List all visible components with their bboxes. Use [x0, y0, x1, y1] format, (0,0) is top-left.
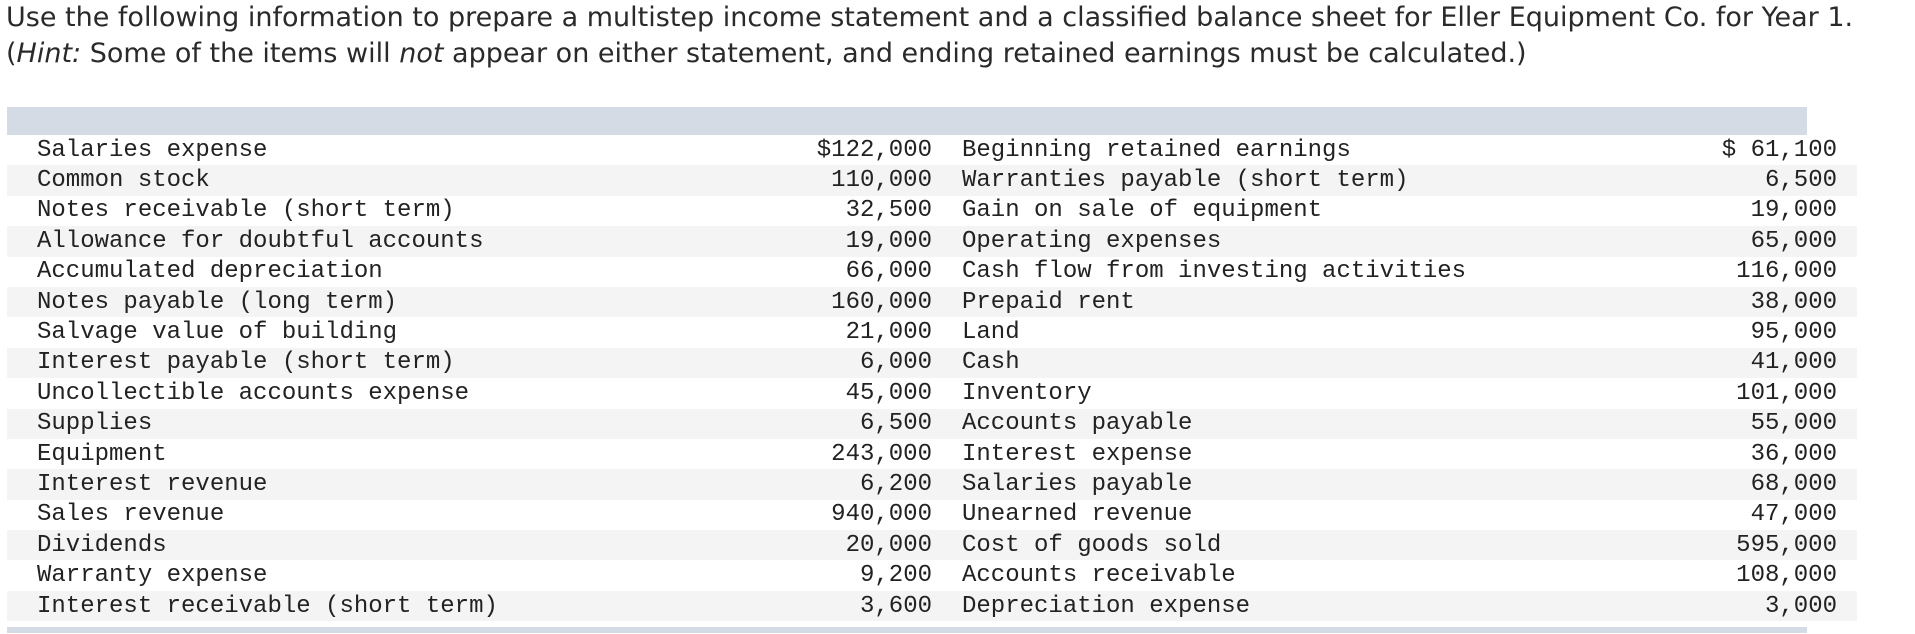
account-label: Salvage value of building [7, 317, 812, 347]
table-row [7, 530, 1857, 560]
account-amount: 66,000 [812, 257, 932, 287]
account-label: Land [932, 317, 1712, 347]
account-amount: 45,000 [812, 378, 932, 408]
account-label: Supplies [7, 409, 812, 439]
account-label: Sales revenue [7, 500, 812, 530]
account-amount: 160,000 [812, 287, 932, 317]
account-amount: 68,000 [1712, 469, 1857, 499]
account-amount: 20,000 [812, 530, 932, 560]
account-amount: 108,000 [1712, 560, 1857, 590]
account-label: Salaries expense [7, 135, 812, 165]
account-label: Operating expenses [932, 226, 1712, 256]
account-amount: 21,000 [812, 317, 932, 347]
account-amount: 95,000 [1712, 317, 1857, 347]
account-amount: 595,000 [1712, 530, 1857, 560]
account-label: Allowance for doubtful accounts [7, 226, 812, 256]
question-part1: Use the following information to prepare a multistep income statement and a classified balance sheet for Eller Equipment Co. for Year 1. ( [6, 2, 1854, 69]
account-label: Interest receivable (short term) [7, 591, 812, 621]
account-amount: 3,000 [1712, 591, 1857, 621]
account-label: Cash [932, 348, 1712, 378]
account-label: Accounts payable [932, 409, 1712, 439]
table-row [7, 439, 1857, 469]
account-label: Notes payable (long term) [7, 287, 812, 317]
question-part3: appear on either statement, and ending retained earnings must be calculated.) [443, 38, 1527, 69]
account-label: Accumulated depreciation [7, 257, 812, 287]
account-label: Salaries payable [932, 469, 1712, 499]
account-label: Interest revenue [7, 469, 812, 499]
table-row [7, 196, 1857, 226]
account-amount: 32,500 [812, 196, 932, 226]
account-label: Prepaid rent [932, 287, 1712, 317]
account-amount: 47,000 [1712, 500, 1857, 530]
account-table [7, 107, 1837, 633]
table-row [7, 226, 1857, 256]
question-not: not [399, 38, 444, 69]
table-row [7, 560, 1857, 590]
table-row [7, 409, 1857, 439]
account-list [7, 135, 1857, 621]
account-amount: 6,000 [812, 348, 932, 378]
account-amount: 38,000 [1712, 287, 1857, 317]
table-header-band [7, 107, 1807, 135]
table-row [7, 135, 1857, 165]
question-text [6, 0, 1906, 72]
account-amount: 65,000 [1712, 226, 1857, 256]
table-row [7, 500, 1857, 530]
table-row [7, 165, 1857, 195]
account-amount: 101,000 [1712, 378, 1857, 408]
account-label: Beginning retained earnings [932, 135, 1712, 165]
account-label: Warranty expense [7, 560, 812, 590]
account-amount: 6,500 [812, 409, 932, 439]
account-label: Notes receivable (short term) [7, 196, 812, 226]
account-label: Interest payable (short term) [7, 348, 812, 378]
account-amount: 36,000 [1712, 439, 1857, 469]
account-amount: 110,000 [812, 165, 932, 195]
question-part2: Some of the items will [81, 38, 400, 69]
account-label: Warranties payable (short term) [932, 165, 1712, 195]
table-row [7, 591, 1857, 621]
account-label: Uncollectible accounts expense [7, 378, 812, 408]
table-row [7, 378, 1857, 408]
account-amount: 41,000 [1712, 348, 1857, 378]
account-amount: $ 61,100 [1712, 135, 1857, 165]
account-amount: 243,000 [812, 439, 932, 469]
table-row [7, 317, 1857, 347]
account-amount: 116,000 [1712, 257, 1857, 287]
account-label: Interest expense [932, 439, 1712, 469]
account-amount: $122,000 [812, 135, 932, 165]
account-label: Unearned revenue [932, 500, 1712, 530]
question-hint: Hint: [16, 38, 82, 69]
account-label: Depreciation expense [932, 591, 1712, 621]
table-footer-band [7, 627, 1807, 633]
account-amount: 6,500 [1712, 165, 1857, 195]
account-amount: 55,000 [1712, 409, 1857, 439]
table-row [7, 257, 1857, 287]
account-label: Dividends [7, 530, 812, 560]
account-amount: 9,200 [812, 560, 932, 590]
account-label: Common stock [7, 165, 812, 195]
account-label: Inventory [932, 378, 1712, 408]
account-amount: 3,600 [812, 591, 932, 621]
account-amount: 19,000 [812, 226, 932, 256]
account-label: Accounts receivable [932, 560, 1712, 590]
table-row [7, 287, 1857, 317]
account-label: Cash flow from investing activities [932, 257, 1712, 287]
table-row [7, 469, 1857, 499]
account-amount: 940,000 [812, 500, 932, 530]
account-label: Gain on sale of equipment [932, 196, 1712, 226]
account-amount: 19,000 [1712, 196, 1857, 226]
account-amount: 6,200 [812, 469, 932, 499]
account-label: Cost of goods sold [932, 530, 1712, 560]
table-row [7, 348, 1857, 378]
account-label: Equipment [7, 439, 812, 469]
